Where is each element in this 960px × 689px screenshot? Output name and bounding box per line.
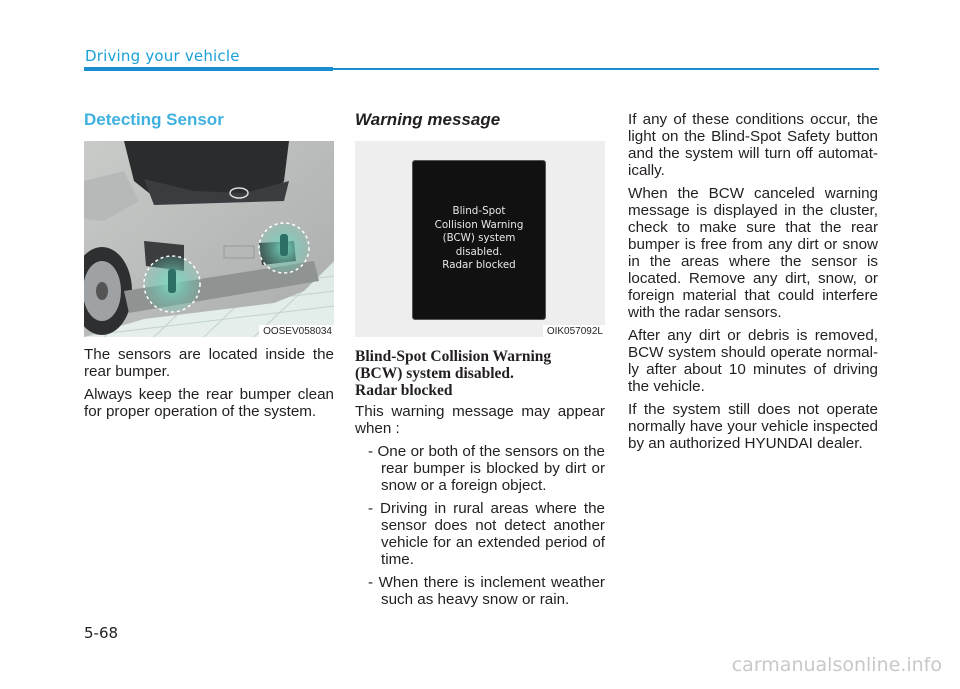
column-warning-message — [355, 105, 605, 614]
paragraph: When the BCW canceled warning message is displayed in the cluster, check to make sure that the rear bumper is free from any dirt or snow in the areas where the sensor is located. Remove any dirt, snow, or foreign material that could interfere with the radar sensors. — [628, 185, 878, 321]
paragraph: After any dirt or debris is removed, BCW system should operate normal-ly after about 10 minutes of driving the vehicle. — [628, 327, 878, 395]
page-number: 5-68 — [84, 624, 119, 642]
cluster-line: Radar blocked — [442, 259, 516, 271]
header-rule-dark — [84, 67, 333, 71]
list-item: - Driving in rural areas where the sensor does not detect another vehicle for an extended period of time. — [368, 500, 605, 568]
rear-bumper-illustration — [84, 141, 334, 337]
column-detecting-sensor — [84, 105, 334, 426]
cluster-message — [413, 205, 545, 273]
section-title-detecting-sensor: Detecting Sensor — [84, 110, 224, 129]
paragraph: The sensors are located inside the rear bumper. — [84, 346, 334, 380]
list-item: - When there is inclement weather such as heavy snow or rain. — [368, 574, 605, 608]
cluster-line: disabled. — [455, 245, 503, 258]
figure-code: OOSEV058034 — [259, 325, 334, 337]
section-title-warning-message: Warning message — [355, 110, 501, 129]
paragraph: If the system still does not operate normally have your vehicle inspected by an authorized HYUNDAI dealer. — [628, 401, 878, 452]
paragraph: If any of these conditions occur, the light on the Blind-Spot Safety button and the system will turn off automat-ically. — [628, 111, 878, 179]
column-instructions — [628, 111, 878, 458]
section-header-title: Driving your vehicle — [85, 47, 240, 65]
message-heading-line: Radar blocked — [355, 382, 453, 399]
message-heading — [355, 348, 605, 399]
message-heading-line: Blind-Spot Collision Warning — [355, 348, 552, 365]
message-heading-line: (BCW) system disabled. — [355, 365, 514, 382]
paragraph: Always keep the rear bumper clean for proper operation of the system. — [84, 386, 334, 420]
figure-code: OIK057092L — [543, 325, 605, 337]
watermark[interactable]: carmanualsonline.info — [731, 654, 942, 676]
list-item: - One or both of the sensors on the rear bumper is blocked by dirt or snow or a foreign object. — [368, 443, 605, 494]
rear-bumper-sensor-figure — [84, 141, 334, 337]
intro-paragraph: This warning message may appear when : — [355, 403, 605, 437]
cluster-line: Collision Warning — [434, 218, 524, 231]
cluster-line: Blind-Spot — [452, 205, 506, 217]
header-rule-light — [333, 68, 879, 70]
cluster-warning-figure — [355, 141, 605, 337]
cluster-line: (BCW) system — [442, 232, 516, 244]
conditions-list — [355, 443, 605, 608]
cluster-display — [412, 160, 546, 320]
